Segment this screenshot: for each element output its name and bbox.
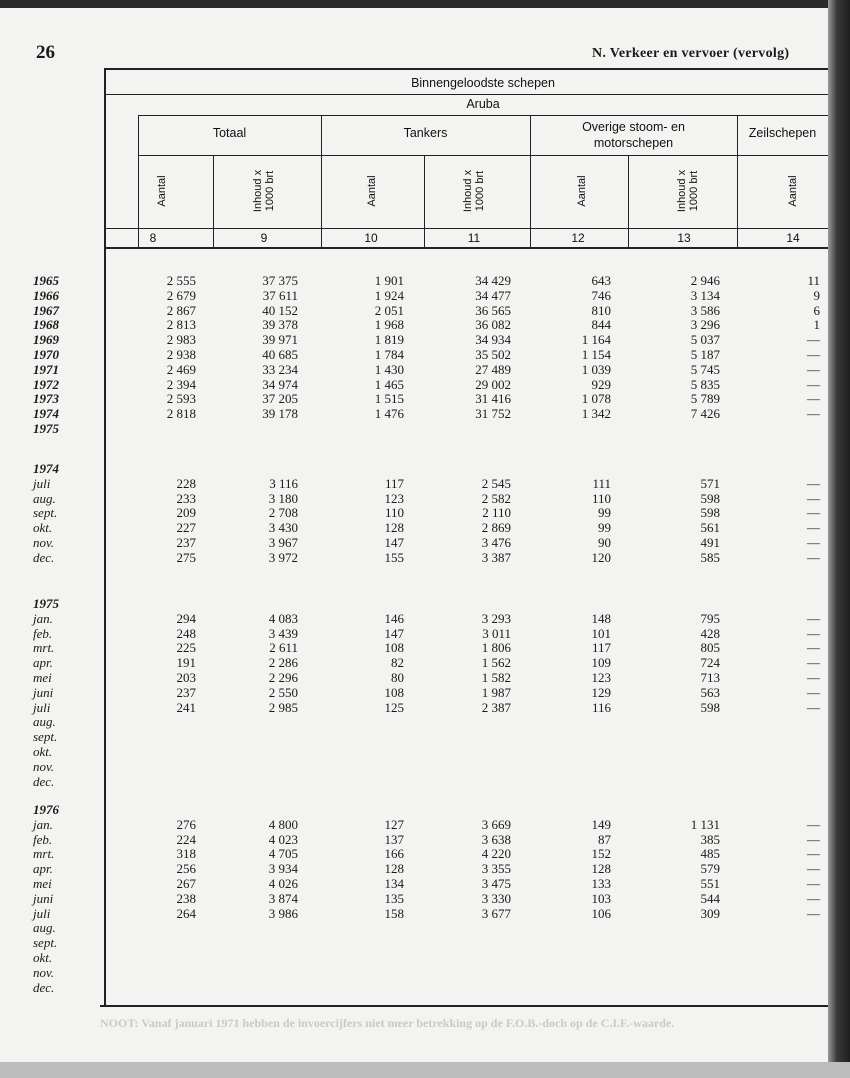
table-cell: 544 xyxy=(700,890,720,906)
table-cell: 90 xyxy=(598,535,611,550)
col-number-9: 9 xyxy=(260,231,268,245)
table-cell: 147 xyxy=(384,535,404,550)
group-totaal: Totaal xyxy=(212,126,247,140)
row-label: juli xyxy=(33,699,51,715)
table-cell: — xyxy=(807,640,820,656)
table-cell: — xyxy=(807,876,820,891)
table-cell: 3 134 xyxy=(690,287,720,303)
table-cell: — xyxy=(807,831,820,847)
table-cell: 37 375 xyxy=(262,273,298,288)
table-cell: 34 974 xyxy=(262,376,298,392)
table-cell: 101 xyxy=(591,625,611,641)
row-label: 1969 xyxy=(33,332,59,348)
table-cell: — xyxy=(807,625,820,641)
table-cell: — xyxy=(807,610,820,626)
table-cell: 2 611 xyxy=(269,640,298,656)
row-label: feb. xyxy=(33,625,53,641)
table-cell: 108 xyxy=(384,640,404,656)
table-cell: 233 xyxy=(176,490,196,506)
table-cell: 264 xyxy=(176,905,196,921)
table-cell: 128 xyxy=(591,861,611,877)
table-cell: 1 131 xyxy=(690,816,720,832)
table-cell: 5 037 xyxy=(690,332,720,348)
row-label: 1967 xyxy=(33,302,59,318)
table-cell: 225 xyxy=(176,640,196,656)
table-cell: 571 xyxy=(700,475,720,491)
table-cell: — xyxy=(807,505,820,521)
rule-top xyxy=(105,68,828,70)
row-label: 1970 xyxy=(33,347,59,362)
table-cell: 135 xyxy=(384,890,404,906)
table-cell: 149 xyxy=(591,816,611,832)
table-cell: 2 555 xyxy=(166,273,196,288)
table-cell: 158 xyxy=(384,905,404,921)
row-label: okt. xyxy=(33,520,53,536)
table-cell: 585 xyxy=(700,549,720,565)
table-cell: 33 234 xyxy=(262,361,298,377)
page-number: 26 xyxy=(36,42,55,63)
table-cell: 123 xyxy=(384,490,404,506)
table-cell: 40 152 xyxy=(262,302,298,318)
col-number-8: 8 xyxy=(149,231,157,245)
table-cell: 137 xyxy=(384,831,404,847)
table-cell: 5 789 xyxy=(690,391,720,407)
table-cell: 146 xyxy=(384,610,404,626)
table-cell: 34 934 xyxy=(475,332,511,348)
table-cell: 5 745 xyxy=(690,361,720,377)
table-cell: — xyxy=(807,549,820,565)
table-cell: 228 xyxy=(176,475,196,491)
table-cell: 561 xyxy=(700,520,720,536)
table-cell: 2 296 xyxy=(268,670,298,685)
col-header-12: Aantal xyxy=(576,175,588,207)
table-cell: 248 xyxy=(176,625,196,641)
table-cell: 31 416 xyxy=(475,391,511,407)
table-cell: 11 xyxy=(807,273,820,288)
book-binding-edge xyxy=(828,0,850,1078)
table-cell: 598 xyxy=(700,490,720,506)
table-cell: 127 xyxy=(384,816,404,832)
table-cell: — xyxy=(807,490,820,506)
rule-groups xyxy=(138,155,828,156)
row-label: juli xyxy=(33,475,51,491)
table-cell: 4 083 xyxy=(268,610,298,626)
table-cell: 579 xyxy=(700,861,720,877)
table-cell: 7 426 xyxy=(690,406,720,422)
table-cell: 128 xyxy=(384,861,404,877)
row-label: nov. xyxy=(33,535,55,550)
section-heading: 1976 xyxy=(33,802,59,817)
row-label: sept. xyxy=(33,729,58,745)
table-cell: 125 xyxy=(384,699,404,715)
table-cell: 2 110 xyxy=(482,505,511,521)
col-number-12: 12 xyxy=(571,231,585,245)
row-label: dec. xyxy=(33,979,55,995)
table-cell: 3 669 xyxy=(481,816,511,832)
table-cell: 563 xyxy=(700,684,720,700)
row-label: apr. xyxy=(33,861,53,877)
table-cell: 111 xyxy=(592,475,611,491)
table-cell: 1 562 xyxy=(481,655,511,671)
col-number-13: 13 xyxy=(677,231,691,245)
table-cell: 1 968 xyxy=(374,317,404,333)
table-cell: 3 874 xyxy=(268,890,298,906)
table-cell: 106 xyxy=(591,905,611,921)
table-cell: 3 355 xyxy=(481,861,511,877)
row-label: okt. xyxy=(33,744,53,759)
table-cell: 29 002 xyxy=(475,376,511,392)
table-cell: 256 xyxy=(176,861,196,877)
table-subtitle: Aruba xyxy=(466,97,500,111)
table-cell: 1 784 xyxy=(374,347,404,362)
row-label: aug. xyxy=(33,714,56,730)
table-cell: — xyxy=(807,406,820,422)
table-cell: 31 752 xyxy=(475,406,511,422)
row-label: juni xyxy=(33,890,54,906)
table-cell: 1 078 xyxy=(581,391,611,407)
table-cell: 4 220 xyxy=(481,846,511,862)
table-cell: 116 xyxy=(591,699,611,715)
rule-title xyxy=(105,94,828,95)
table-cell: 34 477 xyxy=(475,287,511,303)
table-cell: 133 xyxy=(591,876,611,891)
col-header-11: Inhoud x 1000 brt xyxy=(462,169,486,213)
table-cell: 598 xyxy=(700,699,720,715)
table-cell: 2 469 xyxy=(166,361,196,377)
table-cell: 238 xyxy=(176,890,196,906)
table-cell: 2 813 xyxy=(166,317,196,333)
table-cell: 4 705 xyxy=(268,846,298,862)
row-label: 1966 xyxy=(33,287,59,303)
row-label: jan. xyxy=(33,816,53,832)
table-cell: 1 987 xyxy=(481,684,511,700)
group-zeilschepen: Zeilschepen xyxy=(748,126,817,140)
table-cell: 209 xyxy=(176,505,196,521)
table-cell: 2 582 xyxy=(481,490,511,506)
table-cell: 123 xyxy=(591,670,611,685)
table-cell: 598 xyxy=(700,505,720,521)
bleed-through-footnote: NOOT: Vanaf januari 1971 hebben de invoercijfers niet meer betrekking op de F.O.B.-doch op de C.I.F.-waarde. xyxy=(100,1016,675,1030)
table-cell: — xyxy=(807,684,820,700)
row-label: apr. xyxy=(33,655,53,671)
table-cell: 551 xyxy=(700,876,720,891)
table-cell: 2 983 xyxy=(166,332,196,348)
table-cell: 128 xyxy=(384,520,404,536)
table-cell: 1 582 xyxy=(481,670,511,685)
table-cell: 109 xyxy=(591,655,611,671)
table-cell: 2 869 xyxy=(481,520,511,536)
table-cell: 844 xyxy=(591,317,611,333)
table-cell: 147 xyxy=(384,625,404,641)
table-cell: — xyxy=(807,376,820,392)
table-cell: 2 985 xyxy=(268,699,298,715)
table-cell: 2 550 xyxy=(268,684,298,700)
table-cell: 1 154 xyxy=(581,347,611,362)
table-cell: 746 xyxy=(591,287,611,303)
table-cell: 2 938 xyxy=(166,347,196,362)
rule-col-9-left xyxy=(213,155,214,248)
table-cell: 2 593 xyxy=(166,391,196,407)
table-cell: 37 205 xyxy=(262,391,298,407)
row-label: 1972 xyxy=(33,376,59,392)
row-label: 1974 xyxy=(33,406,59,422)
col-number-14: 14 xyxy=(786,231,800,245)
table-cell: — xyxy=(807,670,820,685)
table-cell: 27 489 xyxy=(475,361,511,377)
table-cell: 110 xyxy=(591,490,611,506)
table-cell: 241 xyxy=(176,699,196,715)
table-cell: 2 818 xyxy=(166,406,196,422)
table-cell: 3 638 xyxy=(481,831,511,847)
table-cell: — xyxy=(807,391,820,407)
table-cell: 491 xyxy=(700,535,720,550)
table-cell: 810 xyxy=(591,302,611,318)
table-cell: 3 934 xyxy=(268,861,298,877)
table-cell: 3 011 xyxy=(482,625,511,641)
table-cell: 3 430 xyxy=(268,520,298,536)
running-head: N. Verkeer en vervoer (vervolg) xyxy=(592,46,790,61)
table-cell: — xyxy=(807,347,820,362)
col-header-14: Aantal xyxy=(787,175,799,207)
row-label: mei xyxy=(33,670,52,685)
table-cell: 309 xyxy=(700,905,720,921)
row-label: aug. xyxy=(33,490,56,506)
table-cell: 5 835 xyxy=(690,376,720,392)
table-cell: 80 xyxy=(391,670,404,685)
row-label: aug. xyxy=(33,920,56,936)
table-cell: 2 708 xyxy=(268,505,298,521)
table-cell: 3 116 xyxy=(269,475,298,491)
table-cell: 385 xyxy=(700,831,720,847)
rule-col-13-left xyxy=(628,155,629,248)
row-label: mei xyxy=(33,876,52,891)
table-cell: 34 429 xyxy=(475,273,511,288)
scan-bottom-edge xyxy=(0,1062,850,1078)
table-cell: 724 xyxy=(700,655,720,671)
group-tankers: Tankers xyxy=(403,126,448,140)
table-cell: 134 xyxy=(384,876,404,891)
table-cell: 82 xyxy=(391,655,404,671)
table-cell: 129 xyxy=(591,684,611,700)
table-cell: 3 439 xyxy=(268,625,298,641)
table-cell: — xyxy=(807,861,820,877)
table-cell: 1 476 xyxy=(374,406,404,422)
rule-bottom xyxy=(100,1005,828,1007)
table-cell: 148 xyxy=(591,610,611,626)
table-cell: 39 971 xyxy=(262,332,298,348)
rule-stub-divider xyxy=(104,68,106,1006)
table-cell: — xyxy=(807,475,820,491)
table-cell: 3 475 xyxy=(481,876,511,891)
row-label: sept. xyxy=(33,505,58,521)
table-cell: 3 986 xyxy=(268,905,298,921)
table-cell: 3 967 xyxy=(268,535,298,550)
row-label: feb. xyxy=(33,831,53,847)
table-cell: 3 677 xyxy=(481,905,511,921)
table-cell: 99 xyxy=(598,520,611,536)
table-cell: 103 xyxy=(591,890,611,906)
table-cell: 36 565 xyxy=(475,302,511,318)
table-cell: 643 xyxy=(591,273,611,288)
table-cell: 87 xyxy=(598,831,611,847)
table-cell: — xyxy=(807,905,820,921)
table-cell: 929 xyxy=(591,376,611,392)
table-cell: 428 xyxy=(700,625,720,641)
row-label: nov. xyxy=(33,758,55,774)
table-cell: 3 296 xyxy=(690,317,720,333)
table-cell: 275 xyxy=(176,549,196,565)
table-cell: 191 xyxy=(176,655,196,671)
row-label: 1968 xyxy=(33,317,59,333)
table-cell: 2 394 xyxy=(166,376,196,392)
table-cell: 1 924 xyxy=(374,287,404,303)
table-cell: 276 xyxy=(176,816,196,832)
table-cell: 37 611 xyxy=(262,287,298,303)
row-label: 1973 xyxy=(33,391,59,407)
table-cell: 4 023 xyxy=(268,831,298,847)
table-cell: 3 476 xyxy=(481,535,511,550)
row-label: juli xyxy=(33,905,51,921)
table-cell: 117 xyxy=(591,640,611,656)
table-cell: 2 867 xyxy=(166,302,196,318)
table-cell: 9 xyxy=(813,287,820,303)
table-cell: 2 679 xyxy=(166,287,196,303)
table-cell: 3 330 xyxy=(481,890,511,906)
table-cell: — xyxy=(807,332,820,348)
row-label: juni xyxy=(33,684,54,700)
table-cell: 108 xyxy=(384,684,404,700)
table-cell: — xyxy=(807,520,820,536)
table-cell: — xyxy=(807,535,820,550)
table-cell: 1 039 xyxy=(581,361,611,377)
table-cell: — xyxy=(807,699,820,715)
table-cell: 1 819 xyxy=(374,332,404,348)
group-overige: Overige stoom- en motorschepen xyxy=(582,120,685,150)
table-cell: 318 xyxy=(176,846,196,862)
row-label: 1965 xyxy=(33,273,59,288)
col-header-10: Aantal xyxy=(366,175,378,207)
col-header-13: Inhoud x 1000 brt xyxy=(676,169,700,213)
row-label: 1971 xyxy=(33,361,59,377)
table-cell: 3 972 xyxy=(268,549,298,565)
table-cell: 237 xyxy=(176,535,196,550)
row-label: nov. xyxy=(33,964,55,980)
table-cell: 485 xyxy=(700,846,720,862)
table-cell: 120 xyxy=(591,549,611,565)
table-cell: — xyxy=(807,655,820,671)
table-title: Binnengeloodste schepen xyxy=(411,76,555,90)
table-cell: 294 xyxy=(176,610,196,626)
table-cell: 3 180 xyxy=(268,490,298,506)
row-label: dec. xyxy=(33,773,55,789)
table-cell: 39 178 xyxy=(262,406,298,422)
table-cell: 1 515 xyxy=(374,391,404,407)
row-label: dec. xyxy=(33,549,55,565)
table-cell: 39 378 xyxy=(262,317,298,333)
table-cell: 3 387 xyxy=(481,549,511,565)
table-cell: 152 xyxy=(591,846,611,862)
table-cell: 6 xyxy=(813,302,820,318)
table-cell: 1 342 xyxy=(581,406,611,422)
table-cell: 1 430 xyxy=(374,361,404,377)
table-cell: 795 xyxy=(700,610,720,626)
col-header-9: Inhoud x 1000 brt xyxy=(252,169,276,213)
table-cell: 227 xyxy=(176,520,196,536)
table-cell: 4 026 xyxy=(268,876,298,891)
table-cell: 1 xyxy=(813,317,820,333)
table-cell: — xyxy=(807,890,820,906)
table-cell: 2 387 xyxy=(481,699,511,715)
table-cell: 99 xyxy=(598,505,611,521)
table-cell: 40 685 xyxy=(262,347,298,362)
table-cell: 35 502 xyxy=(475,347,511,362)
table-cell: 237 xyxy=(176,684,196,700)
row-label: sept. xyxy=(33,935,58,951)
table-cell: 36 082 xyxy=(475,317,511,333)
table-cell: 1 901 xyxy=(374,273,404,288)
table-cell: 1 164 xyxy=(581,332,611,348)
table-cell: 166 xyxy=(384,846,404,862)
section-heading: 1974 xyxy=(33,461,59,476)
table-cell: 155 xyxy=(384,549,404,565)
table-cell: 117 xyxy=(384,475,404,491)
table-cell: 1 806 xyxy=(481,640,511,656)
table-cell: 1 465 xyxy=(374,376,404,392)
scan-top-edge xyxy=(0,0,850,8)
table-cell: 4 800 xyxy=(268,816,298,832)
rule-subtitle xyxy=(138,115,828,116)
table-cell: 2 051 xyxy=(374,302,404,318)
table-cell: 713 xyxy=(700,670,720,685)
table-cell: 2 946 xyxy=(690,273,720,288)
table-cell: 203 xyxy=(176,670,196,685)
table-cell: 3 586 xyxy=(690,302,720,318)
col-number-10: 10 xyxy=(364,231,378,245)
table-cell: 805 xyxy=(700,640,720,656)
row-label: okt. xyxy=(33,950,53,965)
table-cell: 110 xyxy=(384,505,404,521)
col-number-11: 11 xyxy=(467,231,481,245)
col-header-8: Aantal xyxy=(156,175,168,207)
row-label: mrt. xyxy=(33,640,55,656)
table-cell: 2 545 xyxy=(481,475,511,491)
row-label: jan. xyxy=(33,610,53,626)
table-cell: 2 286 xyxy=(268,655,298,671)
table-cell: 5 187 xyxy=(690,347,720,362)
table-cell: — xyxy=(807,816,820,832)
rule-col-11-left xyxy=(424,155,425,248)
table-cell: — xyxy=(807,846,820,862)
table-cell: 3 293 xyxy=(481,610,511,626)
row-label: 1975 xyxy=(33,421,59,436)
table-cell: 224 xyxy=(176,831,196,847)
row-label: mrt. xyxy=(33,846,55,862)
table-cell: 267 xyxy=(176,876,196,891)
section-heading: 1975 xyxy=(33,596,59,611)
table-cell: — xyxy=(807,361,820,377)
